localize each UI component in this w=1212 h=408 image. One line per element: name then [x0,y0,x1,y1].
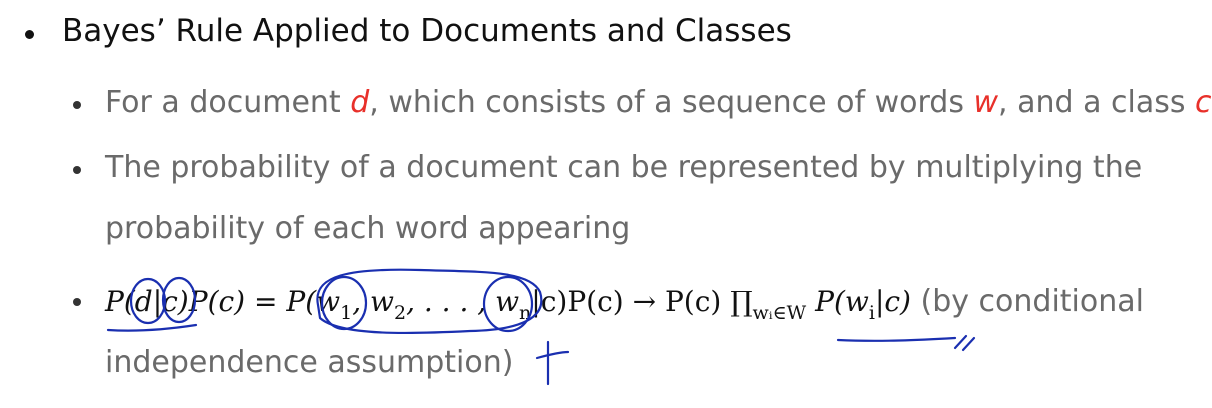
subscript-n: n [519,302,532,324]
formula-rhs: P(w [806,285,869,318]
circle-annotation-c [163,278,195,322]
text-segment: , which consists of a sequence of words [369,85,974,120]
formula-mid-2: , . . . , w [406,285,520,318]
cross-annotation-horizontal [537,352,568,358]
bullet-probability-line-1: The probability of a document can be represented by multiplying the [105,150,1143,185]
subscript-i: i [868,302,875,324]
formula-mid-3: |c)P(c) → P(c) ∏ [531,285,753,318]
product-subscript: wᵢ∈W [752,302,807,324]
variable-w: w [973,85,999,120]
underline-annotation-lhs [108,325,196,331]
formula-note: (by conditional [910,284,1144,319]
text-segment: For a document [105,85,351,120]
text-segment: , and a class [998,85,1196,120]
variable-c: c [1195,85,1212,120]
subscript-2: 2 [393,302,407,324]
subscript-1: 1 [340,302,353,324]
formula-rhs-end: |c) [874,285,911,318]
formula-note-line-2: independence assumption) [105,345,514,380]
bullet-probability-line-2: probability of each word appearing [105,211,631,246]
underline-annotation-rhs [838,338,955,341]
double-tick-annotation [955,336,974,350]
formula-lhs: P(d|c)P(c) = P(w [105,285,341,318]
variable-d: d [350,85,370,120]
circle-annotation-wn [484,277,532,331]
slide-heading: Bayes’ Rule Applied to Documents and Classes [62,13,792,49]
circle-annotation-w1 [322,277,366,329]
formula-mid-1: , w [352,285,394,318]
circle-annotation-d [131,279,165,323]
